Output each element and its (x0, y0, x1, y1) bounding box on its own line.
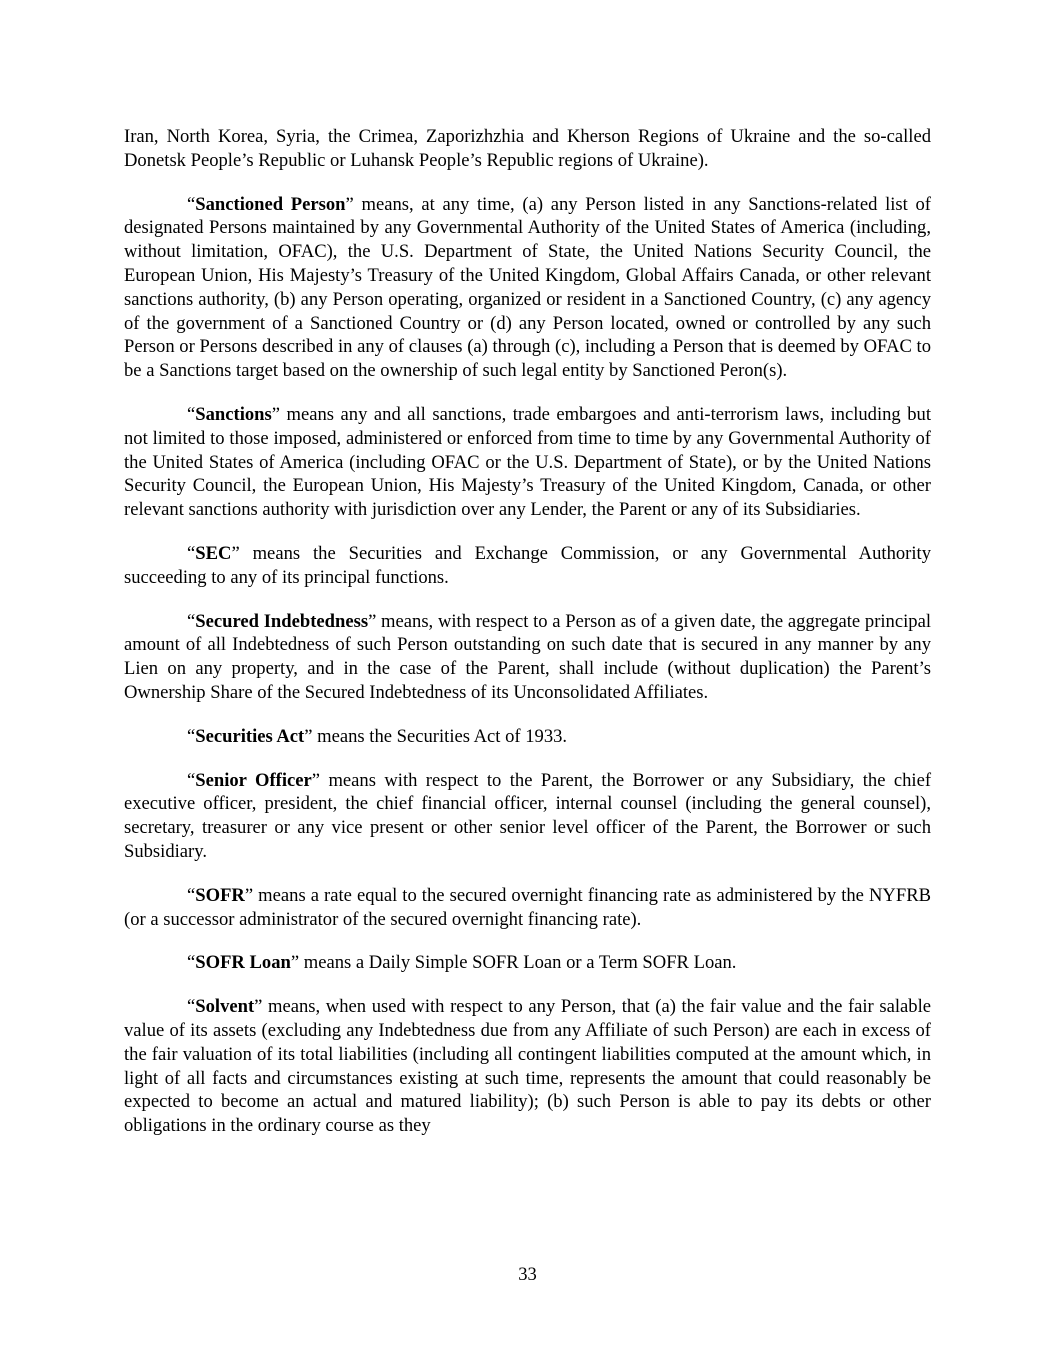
defined-term: Securities Act (195, 725, 305, 747)
definition-text: means the Securities Act of 1933. (312, 725, 568, 747)
defined-term: Sanctions (195, 403, 272, 425)
definition-sec: “SEC” means the Securities and Exchange Commission, or any Governmental Authority succeeding to any of its principal functions. (124, 542, 931, 588)
definition-sanctioned-person: “Sanctioned Person” means, at any time, (a) any Person listed in any Sanctions-related list of designated Persons maintained by any Governmental Authority of the United States of America (including, without limitation, OFAC), the U.S. Department of State, the United Nations Security Council, the European Union, His Majesty’s Treasury of the United Kingdom, Global Affairs Canada, or other relevant sanctions authority, (b) any Person operating, organized or resident in a Sanctioned Country, (c) any agency of the government of a Sanctioned Country or (d) any Person located, owned or controlled by any such Person or Persons described in any of clauses (a) through (c), including a Person that is deemed by OFAC to be a Sanctions target based on the ownership of such legal entity by Sanctioned Peron(s). (124, 193, 931, 382)
defined-term: Senior Officer (195, 769, 312, 791)
defined-term: Solvent (195, 996, 255, 1018)
definition-solvent: “Solvent” means, when used with respect to any Person, that (a) the fair value and the fair salable value of its assets (excluding any Indebtedness due from any Affiliate of such Person) are each in excess of the fair valuation of its total liabilities (including all contingent liabilities computed at the amount which, in light of all facts and circumstances existing at such time, represents the amount that could reasonably be expected to become an actual and matured liability); (b) such Person is able to pay its debts or other obligations in the ordinary course as they (124, 996, 931, 1137)
page-number: 33 (518, 1264, 537, 1285)
continuation-paragraph: Iran, North Korea, Syria, the Crimea, Zaporizhzhia and Kherson Regions of Ukraine and the so-called Donetsk People’s Republic or Luhansk People’s Republic regions of Ukraine). (124, 126, 931, 171)
definition-secured-indebtedness: “Secured Indebtedness” means, with respect to a Person as of a given date, the aggregate principal amount of all Indebtedness of such Person outstanding on such date that is secured in any manner by any Lien on any property, and in the case of the Parent, shall include (without duplication) the Parent’s Ownership Share of the Secured Indebtedness of its Unconsolidated Affiliates. (124, 610, 931, 703)
definition-securities-act: “Securities Act” means the Securities Act of 1933. (187, 725, 568, 747)
definition-text: means with respect to the Parent, the Borrower or any Subsidiary, the chief executive officer, president, the chief financial officer, internal counsel (including the general counsel), secretary, treasurer or any vice present or other senior level officer of the Parent, the Borrower or such Subsidiary. (124, 769, 932, 862)
definition-text: means a rate equal to the secured overnight financing rate as administered by the NYFRB (or a successor administrator of the secured overnight financing rate). (124, 884, 931, 930)
defined-term: Secured Indebtedness (195, 610, 369, 632)
definition-text: means, at any time, (a) any Person listed in any Sanctions-related list of designated Persons maintained by any Governmental Authority of the United States of America (including, without limitation, OFAC), the U.S. Department of State, the United Nations Security Council, the European Union, His Majesty’s Treasury of the United Kingdom, Global Affairs Canada, or other relevant sanctions authority, (b) any Person operating, organized or resident in a Sanctioned Country, (c) any agency of the government of a Sanctioned Country or (d) any Person located, owned or controlled by any such Person or Persons described in any of clauses (a) through (c), including a Person that is deemed by OFAC to be a Sanctions target based on the ownership of such legal entity by Sanctioned Peron(s). (124, 193, 931, 382)
defined-term: SOFR (195, 884, 245, 906)
definition-sofr: “SOFR” means a rate equal to the secured overnight financing rate as administered by the NYFRB (or a successor administrator of the secured overnight financing rate). (124, 884, 931, 930)
definition-text: means, when used with respect to any Person, that (a) the fair value and the fair salable value of its assets (excluding any Indebtedness due from any Affiliate of such Person) are each in excess of the fair valuation of its total liabilities (including all contingent liabilities computed at the amount which, in light of all facts and circumstances existing at such time, represents the amount that could reasonably be expected to become an actual and matured liability); (b) such Person is able to pay its debts or other obligations in the ordinary course as they (124, 996, 931, 1137)
defined-term: SEC (195, 542, 232, 564)
definition-sanctions: “Sanctions” means any and all sanctions, trade embargoes and anti-terrorism laws, including but not limited to those imposed, administered or enforced from time to time by any Governmental Authority of the United States of America (including OFAC or the U.S. Department of State), or by the United Nations Security Council, the European Union, His Majesty’s Treasury of the United Kingdom, Canada, or other relevant sanctions authority with jurisdiction over any Lender, the Parent or any of its Subsidiaries. (124, 403, 931, 521)
definition-text: means, with respect to a Person as of a given date, the aggregate principal amount of all Indebtedness of such Person outstanding on such date that is secured in any manner by any Lien on any property, and in the case of the Parent, shall include (without duplication) the Parent’s Ownership Share of the Secured Indebtedness of its Unconsolidated Affiliates. (124, 610, 931, 703)
defined-term: Sanctioned Person (195, 193, 346, 215)
definition-text: means a Daily Simple SOFR Loan or a Term SOFR Loan. (299, 952, 737, 974)
defined-term: SOFR Loan (195, 952, 291, 974)
document-body (124, 125, 931, 1138)
definition-senior-officer: “Senior Officer” means with respect to the Parent, the Borrower or any Subsidiary, the chief executive officer, president, the chief financial officer, internal counsel (including the general counsel), secretary, treasurer or any vice present or other senior level officer of the Parent, the Borrower or such Subsidiary. (124, 769, 932, 862)
definition-sofr-loan: “SOFR Loan” means a Daily Simple SOFR Loan or a Term SOFR Loan. (187, 952, 737, 974)
definition-text: means the Securities and Exchange Commission, or any Governmental Authority succeeding to any of its principal functions. (124, 542, 931, 588)
definition-text: means any and all sanctions, trade embargoes and anti-terrorism laws, including but not limited to those imposed, administered or enforced from time to time by any Governmental Authority of the United States of America (including OFAC or the U.S. Department of State), or by the United Nations Security Council, the European Union, His Majesty’s Treasury of the United Kingdom, Canada, or other relevant sanctions authority with jurisdiction over any Lender, the Parent or any of its Subsidiaries. (124, 403, 931, 521)
